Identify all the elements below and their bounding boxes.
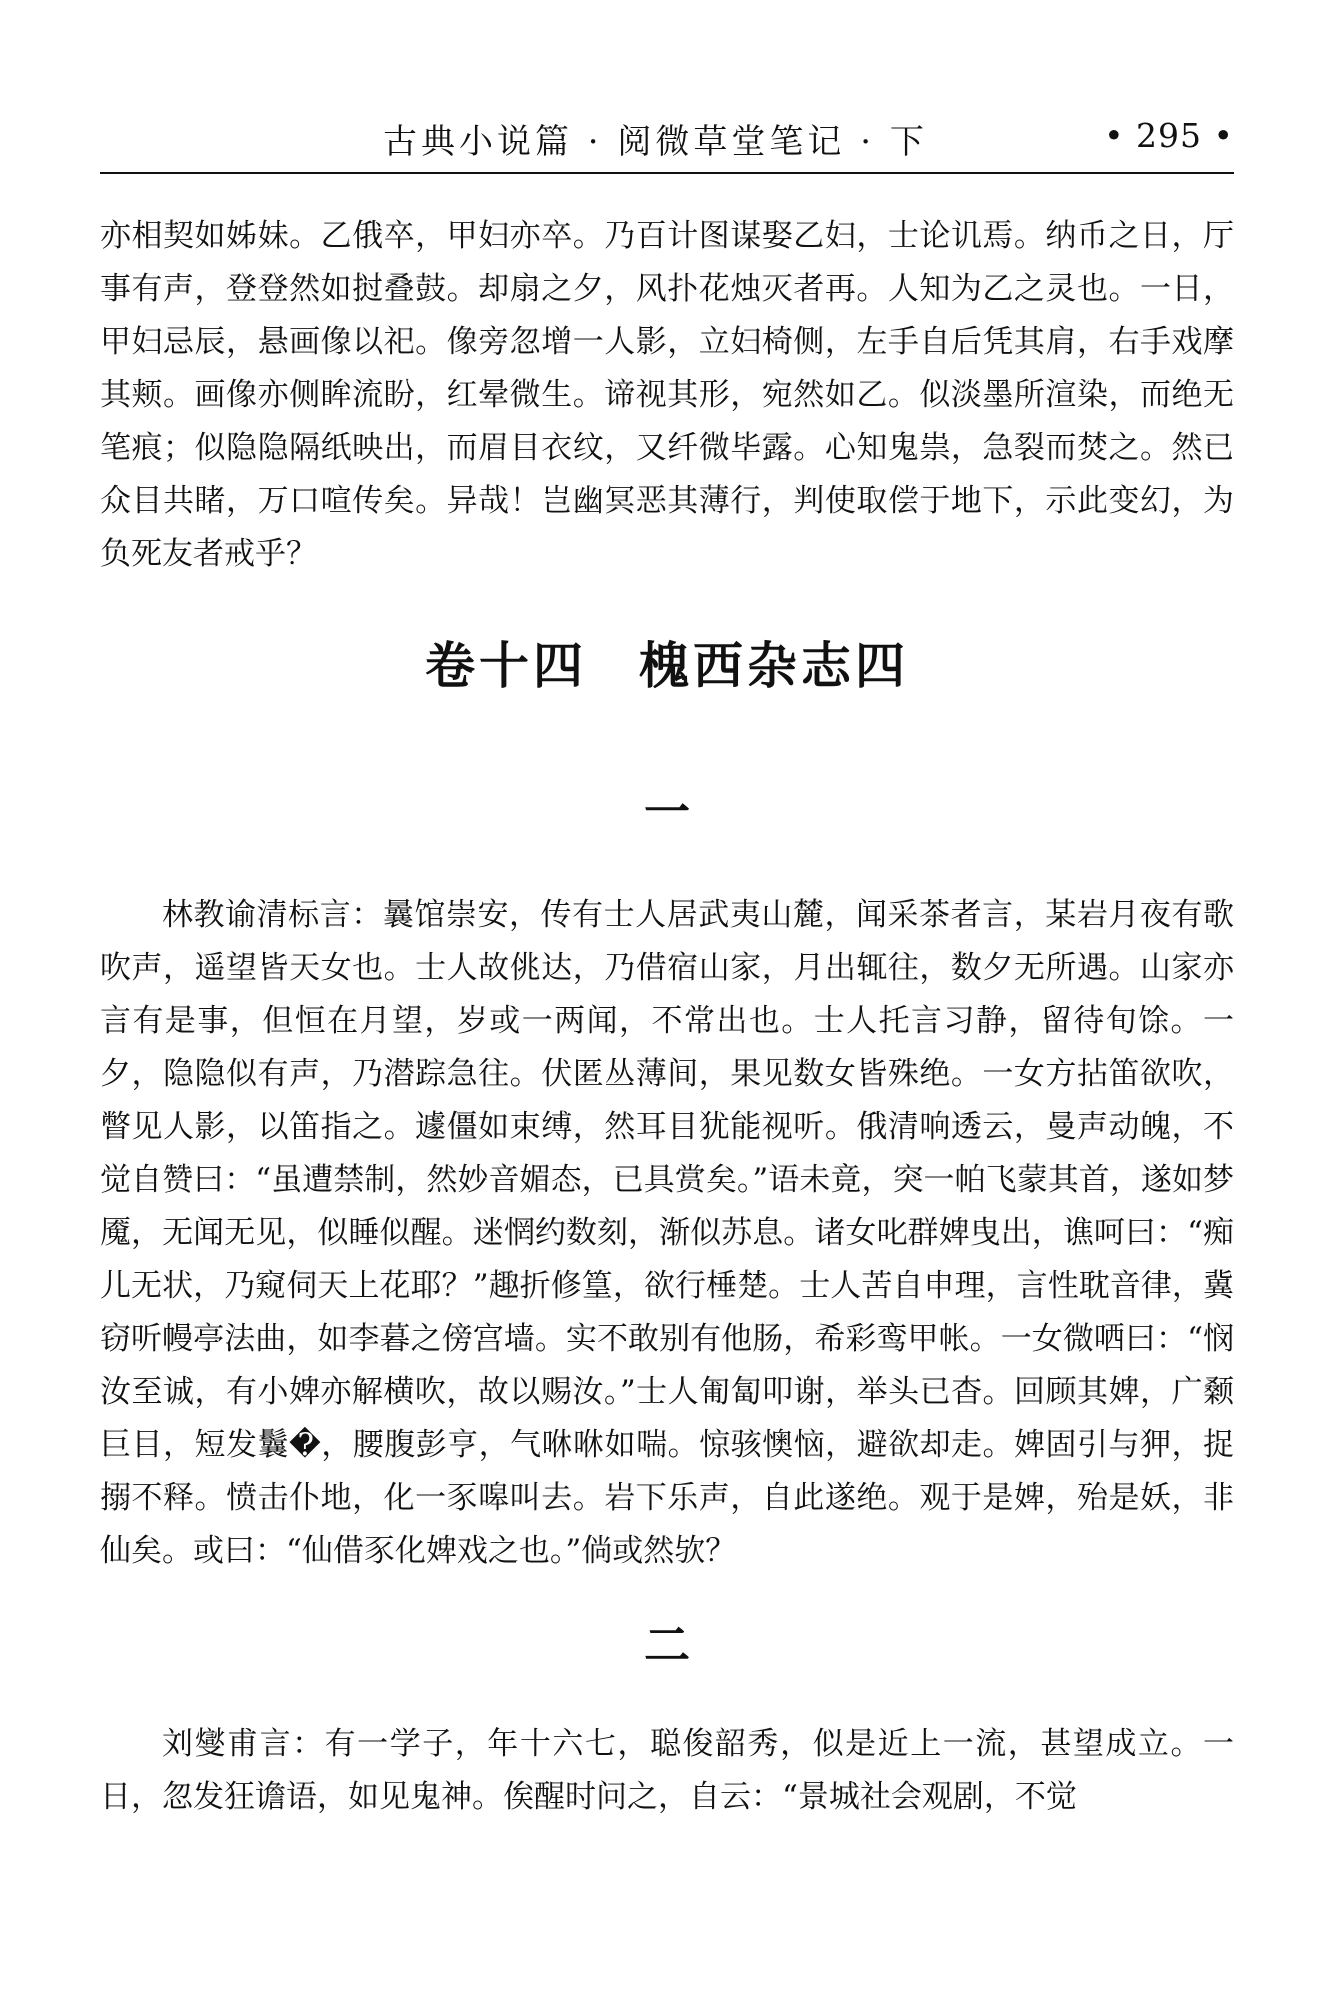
- section-heading-two: 二: [644, 1618, 690, 1672]
- continued-paragraph: 亦相契如姊妹。乙俄卒，甲妇亦卒。乃百计图谋娶乙妇，士论讥焉。纳币之日，厅事有声，登登然如挝叠鼓。却扇之夕，风扑花烛灭者再。人知为乙之灵也。一日，甲妇忌辰，悬画像以祀。像旁忽增一人影，立妇椅侧，左手自后凭其肩，右手戏摩其颊。画像亦侧眸流盼，红晕微生。谛视其形，宛然如乙。似淡墨所渲染，而绝无笔痕；似隐隐隔纸映出，而眉目衣纹，又纤微毕露。心知鬼祟，急裂而焚之。然已众目共睹，万口喧传矣。异哉！岂幽冥恶其薄行，判使取偿于地下，示此变幻，为负死友者戒乎？: [100, 218, 1234, 572]
- section-heading-one: 一: [644, 785, 690, 839]
- story-paragraph-two: 刘燮甫言：有一学子，年十六七，聪俊韶秀，似是近上一流，甚望成立。一日，忽发狂谵语，如见鬼神。俟醒时问之，自云：“景城社会观剧，不觉: [100, 1726, 1234, 1815]
- chapter-number: 卷十四: [425, 637, 587, 695]
- header-title: 古典小说篇 · 阅微草堂笔记 · 下: [383, 122, 928, 162]
- chapter-heading: [100, 637, 1234, 695]
- page-body: [100, 210, 1234, 1824]
- page-number: • 295 •: [1104, 116, 1234, 155]
- story-paragraph-one: 林教谕清标言：曩馆崇安，传有士人居武夷山麓，闻采茶者言，某岩月夜有歌吹声，遥望皆天女也。士人故佻达，乃借宿山家，月出辄往，数夕无所遇。山家亦言有是事，但恒在月望，岁或一两闻，不常出也。士人托言习静，留待旬馀。一夕，隐隐似有声，乃潜踪急往。伏匿丛薄间，果见数女皆殊绝。一女方拈笛欲吹，瞥见人影，以笛指之。遽僵如束缚，然耳目犹能视听。俄清响透云，曼声动魄，不觉自赞曰：“虽遭禁制，然妙音媚态，已具赏矣。”语未竟，突一帕飞蒙其首，遂如梦魇，无闻无见，似睡似醒。迷惘约数刻，渐似苏息。诸女叱群婢曳出，谯呵曰：“痴儿无状，乃窥伺天上花耶？”趣折修篁，欲行棰楚。士人苦自申理，言性耽音律，冀窃听幔亭法曲，如李暮之傍宫墙。实不敢别有他肠，希彩鸾甲帐。一女微哂曰：“悯汝至诚，有小婢亦解横吹，故以赐汝。”士人匍匐叩谢，举头已杳。回顾其婢，广颡巨目，短发鬤�，腰腹彭亨，气咻咻如喘。惊骇懊恼，避欲却走。婢固引与狎，捉搦不释。愤击仆地，化一豕嗥叫去。岩下乐声，自此遂绝。观于是婢，殆是妖，非仙矣。或曰：“仙借豕化婢戏之也。”倘或然欤？: [100, 897, 1234, 1569]
- running-header: [100, 110, 1234, 174]
- chapter-title: 槐西杂志四: [639, 637, 909, 695]
